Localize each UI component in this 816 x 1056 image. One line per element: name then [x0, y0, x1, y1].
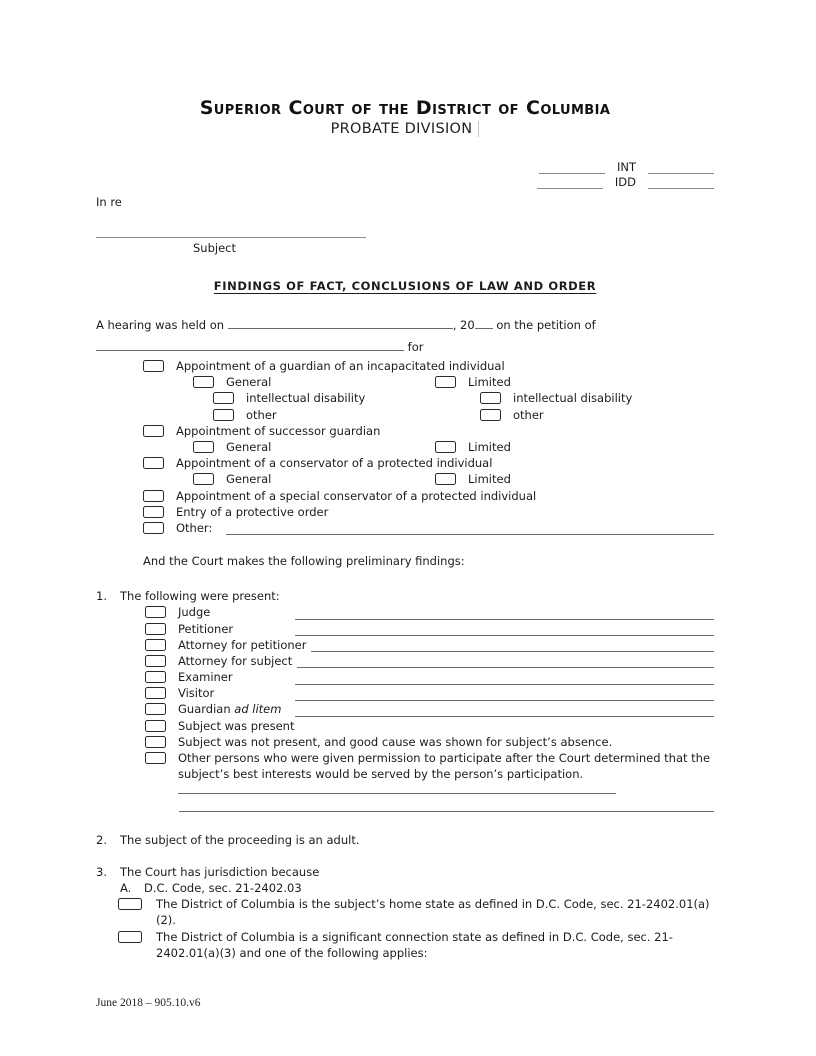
idd-left-blank-line[interactable]: [537, 178, 603, 189]
int-label: INT: [616, 160, 636, 174]
participation-blank-line[interactable]: [178, 784, 616, 794]
preliminary-findings-text: And the Court makes the following preliminary findings:: [143, 554, 465, 569]
checkbox-subject-not-present[interactable]: [145, 736, 166, 748]
checkbox-guardian-general-intellectual-disability[interactable]: [213, 392, 234, 404]
option-right-group: [480, 390, 632, 406]
item-text: The Court has jurisdiction because: [120, 864, 320, 879]
subject-block: [96, 237, 714, 257]
option-label: intellectual disability: [246, 391, 366, 406]
presence-row: [96, 701, 714, 717]
option-label: Entry of a protective order: [176, 504, 329, 519]
option-row: [96, 520, 714, 536]
hearing-year-prefix: , 20: [452, 318, 475, 332]
option-right-group: [435, 471, 511, 487]
option-label: Appointment of a conservator of a protected individual: [176, 456, 493, 471]
checkbox-successor-limited[interactable]: [435, 441, 456, 453]
presence-label: Subject was not present, and good cause was shown for subject’s absence.: [178, 734, 613, 749]
jurisdiction-option-text: The District of Columbia is a significant connection state as defined in D.C. Code, sec. 21-2402.01(a)(3) and one of the following applies:: [156, 929, 673, 960]
subject-label: Subject: [193, 241, 236, 255]
hearing-prefix: A hearing was held on: [96, 318, 225, 332]
attorney-petitioner-blank-line[interactable]: [311, 640, 714, 652]
item-2: [96, 832, 714, 848]
presence-row: [96, 734, 714, 750]
item-1-heading: [96, 588, 714, 604]
hearing-year-blank-line[interactable]: [475, 319, 493, 329]
in-re-label: In re: [96, 195, 122, 209]
option-row: [96, 390, 714, 406]
option-label: intellectual disability: [513, 391, 633, 406]
checkbox-attorney-for-petitioner[interactable]: [145, 639, 166, 651]
presence-label: Judge: [178, 605, 211, 620]
guardian-text: Guardian: [178, 702, 231, 717]
option-label: Limited: [468, 472, 511, 487]
presence-label: Subject was present: [178, 718, 295, 733]
item-text: The following were present:: [120, 589, 280, 604]
option-label: Appointment of a guardian of an incapacitated individual: [176, 359, 505, 374]
presence-row: [96, 685, 714, 701]
option-label: Other:: [176, 520, 213, 535]
presence-row: [96, 653, 714, 669]
presence-row: [96, 604, 714, 620]
other-blank-line[interactable]: [226, 523, 714, 535]
item-number: 3.: [96, 864, 107, 879]
option-row: [96, 471, 714, 487]
option-row: [96, 423, 714, 439]
hearing-line-2: [96, 336, 714, 358]
presence-label: Attorney for petitioner: [178, 637, 307, 652]
form-title: FINDINGS OF FACT, CONCLUSIONS OF LAW AND ORDER: [213, 279, 597, 293]
item-1: [96, 588, 714, 812]
petitioner-blank-line[interactable]: [295, 624, 714, 636]
checkbox-successor-general[interactable]: [193, 441, 214, 453]
judge-blank-line[interactable]: [295, 608, 714, 620]
jurisdiction-option-row: [118, 929, 714, 961]
checkbox-guardian-limited[interactable]: [435, 376, 456, 388]
petition-options: [96, 358, 714, 536]
presence-label: Petitioner: [178, 621, 234, 636]
option-label: General: [226, 375, 272, 390]
idd-right-blank-line[interactable]: [648, 178, 714, 189]
presence-label: [178, 702, 290, 716]
presence-label: Examiner: [178, 670, 233, 685]
option-right-group: [435, 374, 511, 390]
checkbox-special-conservator[interactable]: [143, 490, 164, 502]
checkbox-other[interactable]: [143, 522, 164, 534]
court-title: Superior Court of the District of Columbia: [199, 97, 611, 119]
checkbox-petitioner[interactable]: [145, 623, 166, 635]
option-row: [96, 374, 714, 390]
option-right-group: [480, 407, 544, 423]
item-3-heading: [96, 864, 714, 880]
presence-label: Visitor: [178, 686, 215, 701]
checkbox-guardian-limited-intellectual-disability[interactable]: [480, 392, 501, 404]
subject-name-blank-line[interactable]: [96, 237, 366, 238]
form-version-footer: June 2018 – 905.10.v6: [96, 997, 201, 1009]
option-label: General: [226, 472, 272, 487]
option-row: [96, 455, 714, 471]
checkbox-guardian-general-other[interactable]: [213, 409, 234, 421]
idd-row: [537, 175, 714, 189]
checkbox-other-persons[interactable]: [145, 752, 166, 764]
hearing-suffix: on the petition of: [496, 318, 596, 332]
visitor-blank-line[interactable]: [295, 689, 714, 701]
other-persons-paragraph: [178, 750, 713, 799]
presence-row: [96, 620, 714, 636]
hearing-paragraph: [96, 314, 714, 358]
item-3: [96, 864, 714, 961]
checkbox-guardian-appointment[interactable]: [143, 360, 164, 372]
option-row: [96, 407, 714, 423]
checkbox-guardian-limited-other[interactable]: [480, 409, 501, 421]
checkbox-protective-order[interactable]: [143, 506, 164, 518]
option-row: [96, 488, 714, 504]
presence-row: [96, 669, 714, 685]
item-3-sub-a: [120, 880, 714, 896]
checkbox-visitor[interactable]: [145, 687, 166, 699]
examiner-blank-line[interactable]: [295, 673, 714, 685]
option-label: Appointment of a special conservator of a protected individual: [176, 488, 537, 503]
option-right-group: [435, 439, 511, 455]
option-label: Limited: [468, 375, 511, 390]
checkbox-judge[interactable]: [145, 606, 166, 618]
item-number: 2.: [96, 832, 107, 847]
hearing-line-1: [96, 314, 714, 336]
option-row: [96, 358, 714, 374]
checkbox-guardian-general[interactable]: [193, 376, 214, 388]
presence-label: Attorney for subject: [178, 653, 293, 668]
hearing-for-label: for: [407, 340, 424, 354]
checkbox-conservator-appointment[interactable]: [143, 457, 164, 469]
checkbox-conservator-limited[interactable]: [435, 473, 456, 485]
guardian-ad-litem-italic: ad litem: [234, 702, 282, 717]
idd-label: IDD: [614, 175, 636, 189]
participation-continuation-blank-line[interactable]: [179, 811, 714, 812]
hearing-date-blank-line[interactable]: [228, 319, 453, 329]
item-number: 1.: [96, 589, 107, 604]
jurisdiction-option-text: The District of Columbia is the subject’s home state as defined in D.C. Code, sec. 21-2402.01(a)(2).: [156, 897, 710, 928]
checkbox-examiner[interactable]: [145, 671, 166, 683]
checkbox-attorney-for-subject[interactable]: [145, 655, 166, 667]
option-label: Appointment of successor guardian: [176, 423, 381, 438]
case-number-block: [96, 160, 714, 189]
jurisdiction-option-row: [118, 896, 714, 928]
option-label: Limited: [468, 440, 511, 455]
int-left-blank-line[interactable]: [539, 163, 605, 174]
cursor-artifact: [478, 121, 479, 137]
form-content: [96, 97, 714, 961]
checkbox-guardian-ad-litem[interactable]: [145, 703, 166, 715]
sub-item-letter: A.: [120, 880, 132, 895]
division-subtitle: [96, 120, 714, 139]
guardian-ad-litem-blank-line[interactable]: [295, 705, 714, 717]
option-label: other: [246, 407, 277, 422]
checkbox-successor-guardian[interactable]: [143, 425, 164, 437]
checkbox-significant-connection-state[interactable]: [118, 931, 142, 943]
option-label: other: [513, 407, 544, 422]
petitioner-name-blank-line[interactable]: [96, 341, 404, 351]
sub-item-text: D.C. Code, sec. 21-2402.03: [144, 880, 302, 895]
presence-row-other-persons: [96, 750, 714, 799]
division-label: PROBATE DIVISION: [330, 121, 473, 137]
option-row: [96, 439, 714, 455]
checkbox-subject-was-present[interactable]: [145, 720, 166, 732]
presence-row: [96, 718, 714, 734]
int-row: [539, 160, 714, 174]
option-label: General: [226, 440, 272, 455]
checkbox-conservator-general[interactable]: [193, 473, 214, 485]
int-right-blank-line[interactable]: [648, 163, 714, 174]
option-row: [96, 504, 714, 520]
other-persons-text: Other persons who were given permission to participate after the Court determined that the subject’s best interests would be served by the person’s participation.: [178, 750, 711, 782]
item-text: The subject of the proceeding is an adult.: [120, 832, 360, 847]
presence-row: [96, 637, 714, 653]
checkbox-home-state[interactable]: [118, 898, 142, 910]
attorney-subject-blank-line[interactable]: [297, 656, 714, 668]
